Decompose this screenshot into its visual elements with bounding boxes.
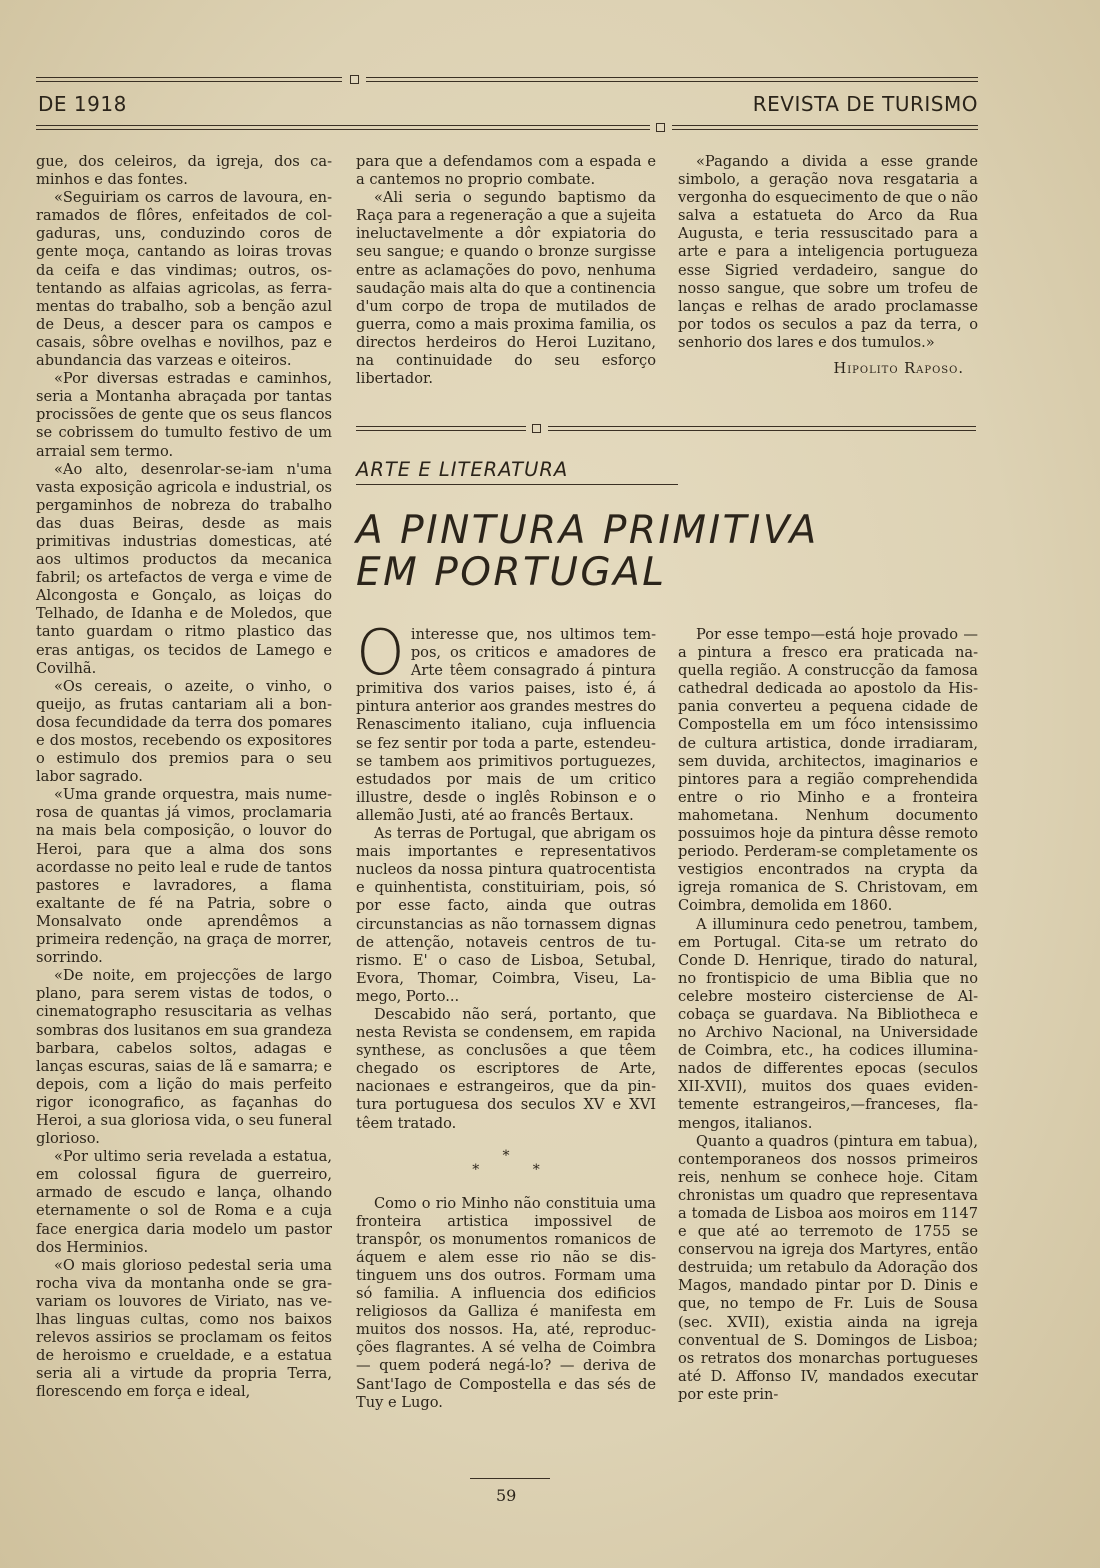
drop-cap: O [356, 616, 405, 689]
paragraph: «Seguiriam os carros de lavoura, enramados de flôres, enfeitados de colgaduras, uns, conduzindo coros de gente moça, cantando as loiras trovas da ceifa e das vindimas; outros, ostentando as alfaias agricolas, as ferramentas do trabalho, sob a benção azul de Deus, a descer para os campos e casais, sôbre ovelhas e novilhos, paz e abundancia das varzeas e oiteiros. [36, 189, 332, 370]
paragraph: «Por diversas estradas e caminhos, seria a Montanha abraçada por tantas procissões de gente que os seus flancos se cobrissem do tumulto festivo de um arraial sem termo. [36, 370, 332, 460]
title-line: EM PORTUGAL [356, 550, 667, 595]
ornament-box [350, 75, 359, 84]
paragraph: «Pagando a divida a esse grande simbolo, a geração nova resgataria a vergonha do esquecimento de que o não salva a estatueta do Arco da Rua Augusta, e teria ressuscitado para a arte e para a inteligencia portugueza esse Sigried verdadeiro, sangue do nosso sangue, que sobre um trofeu de lanças e relhas de arado proclamasse por todos os seculos a paz da terra, o senhorio dos lares e dos tumulos.» [678, 153, 978, 351]
column-1 [36, 153, 332, 1401]
paragraph: A illuminura cedo penetrou, tambem, em Portugal. Cita-se um retrato do Conde D. Henrique, tirado do natural, no frontispicio de uma Biblia que no celebre mosteiro cisterciense de Alcobaça se guardava. Na Bibliotheca e no Archivo Nacional, na Universidade de Coimbra, etc., ha codices illuminanados de differentes epocas (seculos XII-XVII), muitos dos quaes evidentemente estrangeiros,—franceses, flamengos, italianos. [678, 915, 978, 1132]
paragraph: para que a defendamos com a espada e a cantemos no proprio combate. [356, 153, 656, 189]
paragraph: «Uma grande orquestra, mais numerosa de quantas já vimos, proclamaria na mais bela composição, o louvor do Heroi, para que a alma dos sons acordasse no peito leal e rude de tantos pastores e lavradores, a flama exaltante de fé na Patria, sobre o Monsalvato onde aprendêmos a primeira redenção, na graça de morrer, sorrindo. [36, 786, 332, 967]
paragraph: «O mais glorioso pedestal seria uma rocha viva da montanha onde se gravariam os louvores de Viriato, nas velhas linguas cultas, como nos baixos relevos assirios se proclamam os feitos de heroismo e crueldade, e a estatua seria ali a virtude da propria Terra, florescendo em força e ideal, [36, 1256, 332, 1401]
ornament-box [532, 424, 541, 433]
running-head-left: DE 1918 [38, 92, 127, 116]
paragraph: «Por ultimo seria revelada a estatua, em colossal figura de guerreiro, armado de escudo e lança, olhando eternamente o sol de Roma e a cuja face energica daria modelo um pastor dos Herminios. [36, 1148, 332, 1256]
paragraph: Descabido não será, portanto, que nesta Revista se condensem, em rapida synthese, as conclusões a que têem chegado os escriptores de Arte, nacionaes e estrangeiros, que da pintura portuguesa dos seculos XV e XVI têem tratado. [356, 1005, 656, 1132]
section-rule-left [356, 426, 526, 431]
asterism [356, 1149, 656, 1177]
paragraph: «De noite, em projecções de largo plano, para serem vistas de todos, o cinematographo resuscitaria as velhas sombras dos lusitanos em sua grandeza barbara, cabelos soltos, adagas e lanças escuras, saias de lã e samarra; e depois, com a lição do mais perfeito rigor iconografico, as façanhas do Heroi, a sua gloriosa vida, o seu funeral glorioso. [36, 967, 332, 1148]
paragraph: «Ao alto, desenrolar-se-iam n'uma vasta exposição agricola e industrial, os pergaminhos de nobreza do trabalho das duas Beiras, desde as mais primitivas industrias domesticas, até aos ultimos productos da mecanica fabril; os artefactos de verga e vime de Alcongosta e Gonçalo, as loiças do Telhado, de Idanha e de Moledos, que tanto guardam o ritmo plastico das eras antigas, os tecidos de Lamego e Covilhã. [36, 460, 332, 677]
running-head-right: REVISTA DE TURISMO [752, 92, 978, 116]
article-title [356, 510, 916, 594]
paragraph: «Os cereais, o azeite, o vinho, o queijo, as frutas cantariam ali a bondosa fecundidade da terra dos pomares e dos mostos, recebendo os expositores o estimulo dos premios para o seu labor sagrado. [36, 677, 332, 786]
paragraph: «Ali seria o segundo baptismo da Raça para a regeneração a que a sujeita ineluctavelmente a dôr expiatoria do seu sangue; e quando o bronze surgisse entre as aclamações do povo, nenhuma saudação mais alta do que a continencia d'um corpo de tropa de mutilados de guerra, como a mais proxima familia, os directos herdeiros do Heroi Luzitano, na continuidade do seu esforço libertador. [356, 189, 656, 388]
header-rule-bottom-left [36, 125, 650, 130]
paragraph [356, 616, 656, 825]
header-rule-bottom-right [672, 125, 978, 130]
article-column-2 [678, 626, 978, 1404]
signature: Hipolito Raposo. [833, 360, 964, 378]
paragraph: As terras de Portugal, que abrigam os mais importantes e representativos nucleos da nossa pintura quatrocentista e quinhentista, constituiriam, pois, só por esse facto, ainda que outras circunstancias as não tornassem dignas de attenção, notaveis centros de turismo. E' o caso de Lisboa, Setubal, Evora, Thomar, Coimbra, Viseu, Lamego, Porto... [356, 825, 656, 1005]
asterism-star: * [502, 1147, 510, 1164]
column-3-top [678, 153, 978, 378]
paragraph: gue, dos celeiros, da igreja, dos caminhos e das fontes. [36, 153, 332, 189]
article-column-1 [356, 616, 656, 1412]
page-number: 59 [496, 1486, 517, 1505]
column-2-top [356, 153, 656, 388]
ornament-box [656, 123, 665, 132]
asterism-star: * [532, 1161, 540, 1178]
section-heading: ARTE E LITERATURA [356, 458, 678, 485]
paragraph: Como o rio Minho não constituia uma fronteira artistica impossivel de transpôr, os monumentos romanicos de áquem e alem esse rio não se distinguem uns dos outros. Formam uma só familia. A influencia dos edificios religiosos da Galliza é manifesta em muitos dos nossos. Ha, até, reproducções flagrantes. A sé velha de Coimbra — quem poderá negá-lo? — deriva de Sant'Iago de Compostella e das sés de Tuy e Lugo. [356, 1194, 656, 1411]
paragraph-text: interesse que, nos ultimos tempos, os criticos e amadores de Arte têem consagrado á pintura primitiva dos varios paises, isto é, á pintura anterior aos grandes mestres do Renascimento italiano, cuja influencia se fez sentir por toda a parte, estendeu-se tambem aos primitivos portuguezes, estudados por mais de um critico illustre, desde o inglês Robinson e o allemão Justi, até ao francês Bertaux. [356, 626, 656, 824]
section-rule-right [548, 426, 976, 431]
asterism-row [356, 1163, 656, 1177]
asterism-star: * [472, 1161, 480, 1178]
header-rule-top-right [366, 77, 978, 82]
title-line: A PINTURA PRIMITIVA [356, 508, 819, 553]
paragraph: Quanto a quadros (pintura em tabua), contemporaneos dos nossos primeiros reis, nenhum se conhece hoje. Citam chronistas um quadro que representava a tomada de Lisboa aos moiros em 1147 e que até ao terremoto de 1755 se conservou na igreja dos Martyres, então destruida; um retabulo da Adoração dos Magos, mandado pintar por D. Dinis e que, no tempo de Fr. Luis de Sousa (sec. XVII), existia ainda na igreja conventual de S. Domingos de Lisboa; os retratos dos monarchas portugueses até D. Affonso IV, mandados executar por este prin- [678, 1132, 978, 1403]
folio-rule [470, 1478, 550, 1479]
header-rule-top-left [36, 77, 342, 82]
paragraph: Por esse tempo—está hoje provado —a pintura a fresco era praticada naquella região. A construcção da famosa cathedral dedicada ao apostolo da Hispania converteu a pequena cidade de Compostella em um fóco intensissimo de cultura artistica, donde irradiaram, sem duvida, architectos, imaginarios e pintores para a região comprehendida entre o rio Minho e a fronteira mahometana. Nenhum documento possuimos hoje da pintura dêsse remoto periodo. Perderam-se completamente os vestigios encontrados na crypta da igreja romanica de S. Christovam, em Coimbra, demolida em 1860. [678, 626, 978, 915]
